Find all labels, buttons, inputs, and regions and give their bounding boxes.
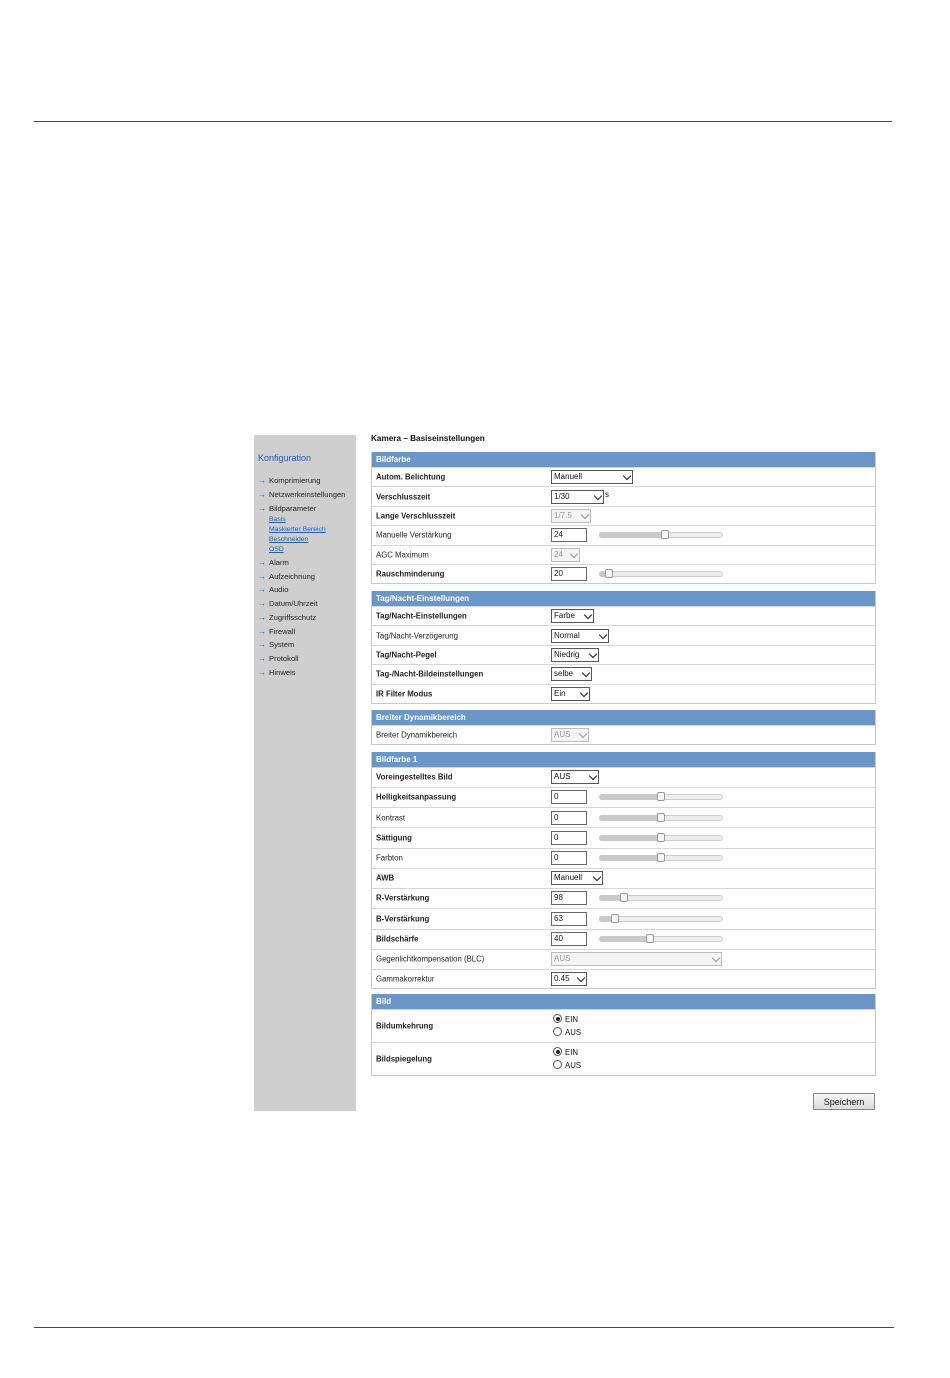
autom-belichtung-select[interactable]: Manuell <box>551 470 633 484</box>
row-b-verstaerkung <box>372 908 875 928</box>
row-label: Sättigung <box>376 833 412 843</box>
chevron-down-icon <box>594 491 602 499</box>
arrow-right-icon: → <box>258 599 266 608</box>
sidebar-sub-basis[interactable]: Basis <box>269 516 286 523</box>
row-label: Gammakorrektur <box>376 974 435 984</box>
row-label: Rauschminderung <box>376 569 445 579</box>
row-label: Voreingestelltes Bild <box>376 772 453 782</box>
sidebar-item-bildparameter[interactable]: → Bildparameter <box>258 504 317 513</box>
tag-nacht-bildeinstellungen-select[interactable]: selbe <box>551 667 592 681</box>
sidebar-item-datum[interactable]: → Datum/Uhrzeit <box>258 599 318 608</box>
farbton-slider[interactable] <box>599 855 723 861</box>
saettigung-input[interactable]: 0 <box>551 831 587 845</box>
row-label: Autom. Belichtung <box>376 472 446 482</box>
row-tag-nacht-bildeinstellungen <box>372 664 875 683</box>
chevron-down-icon <box>599 630 607 638</box>
row-ir-filter-modus <box>372 684 875 703</box>
bildumkehrung-radio-group <box>553 1013 581 1039</box>
radio-checked-icon <box>553 1047 562 1056</box>
slider-thumb[interactable] <box>657 813 665 822</box>
chevron-down-icon <box>589 772 597 780</box>
slider-thumb[interactable] <box>657 833 665 842</box>
arrow-right-icon: → <box>258 627 266 636</box>
tag-nacht-einstellungen-select[interactable]: Farbe <box>551 609 594 623</box>
section-wdr <box>371 710 876 745</box>
bildspiegelung-radio-group <box>553 1046 581 1072</box>
chevron-down-icon <box>570 550 578 558</box>
agc-maximum-select[interactable]: 24 <box>551 548 580 562</box>
row-autom-belichtung <box>372 467 875 486</box>
sidebar-item-alarm[interactable]: → Alarm <box>258 558 289 567</box>
section-bildfarbe-1 <box>371 752 876 989</box>
helligkeit-slider[interactable] <box>599 794 723 800</box>
arrow-right-icon: → <box>258 504 266 513</box>
row-rauschminderung <box>372 564 875 583</box>
tag-nacht-pegel-select[interactable]: Niedrig <box>551 648 599 662</box>
row-label: Breiter Dynamikbereich <box>376 730 458 740</box>
row-label: B-Verstärkung <box>376 914 430 924</box>
save-button[interactable]: Speichern <box>813 1093 875 1110</box>
chevron-down-icon <box>582 669 590 677</box>
chevron-down-icon <box>577 974 585 982</box>
section-header: Bildfarbe 1 <box>372 752 875 767</box>
sidebar-item-komprimierung[interactable]: → Komprimierung <box>258 476 321 485</box>
sidebar-title: Konfiguration <box>258 453 312 463</box>
row-verschlusszeit <box>372 486 875 505</box>
sidebar-item-netzwerk[interactable]: → Netzwerkeinstellungen <box>258 490 346 499</box>
sidebar-item-protokoll[interactable]: → Protokoll <box>258 654 299 663</box>
row-agc-maximum <box>372 545 875 564</box>
row-label: Helligkeitsanpassung <box>376 792 457 802</box>
row-helligkeit <box>372 787 875 807</box>
row-gammakorrektur <box>372 969 875 989</box>
rauschminderung-slider[interactable] <box>599 571 723 577</box>
bildumkehrung-radio-aus[interactable]: AUS <box>553 1026 581 1039</box>
arrow-right-icon: → <box>258 640 266 649</box>
section-header: Bild <box>372 994 875 1009</box>
radio-unchecked-icon <box>553 1027 562 1036</box>
sidebar-nav <box>254 435 356 1111</box>
row-label: Tag/Nacht-Pegel <box>376 650 437 660</box>
slider-thumb[interactable] <box>605 569 613 578</box>
row-lange-verschlusszeit <box>372 506 875 525</box>
row-label: AWB <box>376 873 395 883</box>
row-label: Tag/Nacht-Verzögerung <box>376 631 458 641</box>
row-tag-nacht-einstellungen <box>372 606 875 625</box>
kontrast-slider[interactable] <box>599 815 723 821</box>
chevron-down-icon <box>580 689 588 697</box>
r-verstaerkung-slider[interactable] <box>599 895 723 901</box>
sidebar-item-system[interactable]: → System <box>258 640 295 649</box>
slider-thumb[interactable] <box>620 893 628 902</box>
row-awb <box>372 868 875 888</box>
row-bildschaerfe <box>372 929 875 949</box>
section-header: Bildfarbe <box>372 452 875 467</box>
row-label: Tag/Nacht-Einstellungen <box>376 611 467 621</box>
slider-thumb[interactable] <box>657 792 665 801</box>
row-label: Farbton <box>376 853 403 863</box>
slider-thumb[interactable] <box>611 914 619 923</box>
row-saettigung <box>372 827 875 847</box>
arrow-right-icon: → <box>258 558 266 567</box>
helligkeit-input[interactable]: 0 <box>551 790 587 804</box>
chevron-down-icon <box>712 954 720 962</box>
row-blc <box>372 949 875 969</box>
section-bild <box>371 994 876 1076</box>
chevron-down-icon <box>581 511 589 519</box>
breiter-dynamikbereich-select[interactable]: AUS <box>551 728 589 742</box>
slider-thumb[interactable] <box>661 530 669 539</box>
row-label: Tag-/Nacht-Bildeinstellungen <box>376 669 484 679</box>
row-manuelle-verstaerkung <box>372 525 875 544</box>
radio-checked-icon <box>553 1014 562 1023</box>
blc-select[interactable]: AUS <box>551 952 722 966</box>
saettigung-slider[interactable] <box>599 835 723 841</box>
row-label: Bildschärfe <box>376 934 419 944</box>
sidebar-sub-beschneiden[interactable]: Beschneiden <box>269 536 309 543</box>
row-label: Manuelle Verstärkung <box>376 530 452 540</box>
chevron-down-icon <box>623 472 631 480</box>
gammakorrektur-select[interactable]: 0.45 <box>551 972 587 986</box>
chevron-down-icon <box>584 611 592 619</box>
b-verstaerkung-slider[interactable] <box>599 916 723 922</box>
sidebar-item-firewall[interactable]: → Firewall <box>258 627 296 636</box>
farbton-input[interactable]: 0 <box>551 851 587 865</box>
voreingestelltes-bild-select[interactable]: AUS <box>551 770 599 784</box>
chevron-down-icon <box>589 650 597 658</box>
row-tag-nacht-verzoegerung <box>372 625 875 644</box>
arrow-right-icon: → <box>258 613 266 622</box>
tag-nacht-verzoegerung-select[interactable]: Normal <box>551 629 609 643</box>
row-label: Bildspiegelung <box>376 1054 432 1064</box>
sidebar-item-hinweis[interactable]: → Hinweis <box>258 668 296 677</box>
chevron-down-icon <box>579 730 587 738</box>
manuelle-verstaerkung-slider[interactable] <box>599 532 723 538</box>
bildschaerfe-slider[interactable] <box>599 936 723 942</box>
bildschaerfe-input[interactable]: 40 <box>551 932 587 946</box>
awb-select[interactable]: Manuell <box>551 871 603 885</box>
verschlusszeit-select[interactable]: 1/30 <box>551 490 604 504</box>
unit-label: s <box>605 489 609 499</box>
row-breiter-dynamikbereich <box>372 725 875 744</box>
section-header: Breiter Dynamikbereich <box>372 710 875 725</box>
chevron-down-icon <box>593 873 601 881</box>
page-title: Kamera – Basiseinstellungen <box>371 434 485 443</box>
kontrast-input[interactable]: 0 <box>551 811 587 825</box>
row-kontrast <box>372 807 875 827</box>
sidebar-sub-maskierter-bereich[interactable]: Maskierter Bereich <box>269 526 326 533</box>
section-tag-nacht <box>371 591 876 704</box>
section-bildfarbe <box>371 452 876 584</box>
slider-thumb[interactable] <box>657 853 665 862</box>
arrow-right-icon: → <box>258 585 266 594</box>
ir-filter-modus-select[interactable]: Ein <box>551 687 590 701</box>
arrow-right-icon: → <box>258 668 266 677</box>
sidebar-item-aufzeichnung[interactable]: → Aufzeichnung <box>258 572 316 581</box>
row-label: Kontrast <box>376 813 406 823</box>
row-label: Bildumkehrung <box>376 1021 434 1031</box>
row-label: IR Filter Modus <box>376 689 433 699</box>
rauschminderung-input[interactable]: 20 <box>551 567 587 581</box>
b-verstaerkung-input[interactable]: 63 <box>551 912 587 926</box>
row-r-verstaerkung <box>372 888 875 908</box>
section-header: Tag/Nacht-Einstellungen <box>372 591 875 606</box>
slider-thumb[interactable] <box>646 934 654 943</box>
row-label: Verschlusszeit <box>376 492 431 502</box>
r-verstaerkung-input[interactable]: 98 <box>551 891 587 905</box>
sidebar-sub-osd[interactable]: OSD <box>269 546 284 553</box>
radio-unchecked-icon <box>553 1060 562 1069</box>
row-farbton <box>372 848 875 868</box>
row-label: Lange Verschlusszeit <box>376 511 456 521</box>
row-voreingestelltes-bild <box>372 767 875 787</box>
arrow-right-icon: → <box>258 654 266 663</box>
arrow-right-icon: → <box>258 490 266 499</box>
lange-verschlusszeit-select[interactable]: 1/7.5 <box>551 509 591 523</box>
row-label: R-Verstärkung <box>376 893 430 903</box>
sidebar-item-zugriffsschutz[interactable]: → Zugriffsschutz <box>258 613 317 622</box>
bottom-rule <box>34 1327 894 1328</box>
arrow-right-icon: → <box>258 572 266 581</box>
row-bildspiegelung <box>372 1042 875 1075</box>
bildumkehrung-radio-ein[interactable]: EIN <box>553 1013 581 1026</box>
row-bildumkehrung <box>372 1009 875 1042</box>
sidebar-item-audio[interactable]: → Audio <box>258 585 289 594</box>
row-label: AGC Maximum <box>376 550 429 560</box>
manuelle-verstaerkung-input[interactable]: 24 <box>551 528 587 542</box>
bildspiegelung-radio-aus[interactable]: AUS <box>553 1059 581 1072</box>
arrow-right-icon: → <box>258 476 266 485</box>
bildspiegelung-radio-ein[interactable]: EIN <box>553 1046 581 1059</box>
row-tag-nacht-pegel <box>372 645 875 664</box>
top-rule <box>34 121 892 122</box>
row-label: Gegenlichtkompensation (BLC) <box>376 954 485 964</box>
